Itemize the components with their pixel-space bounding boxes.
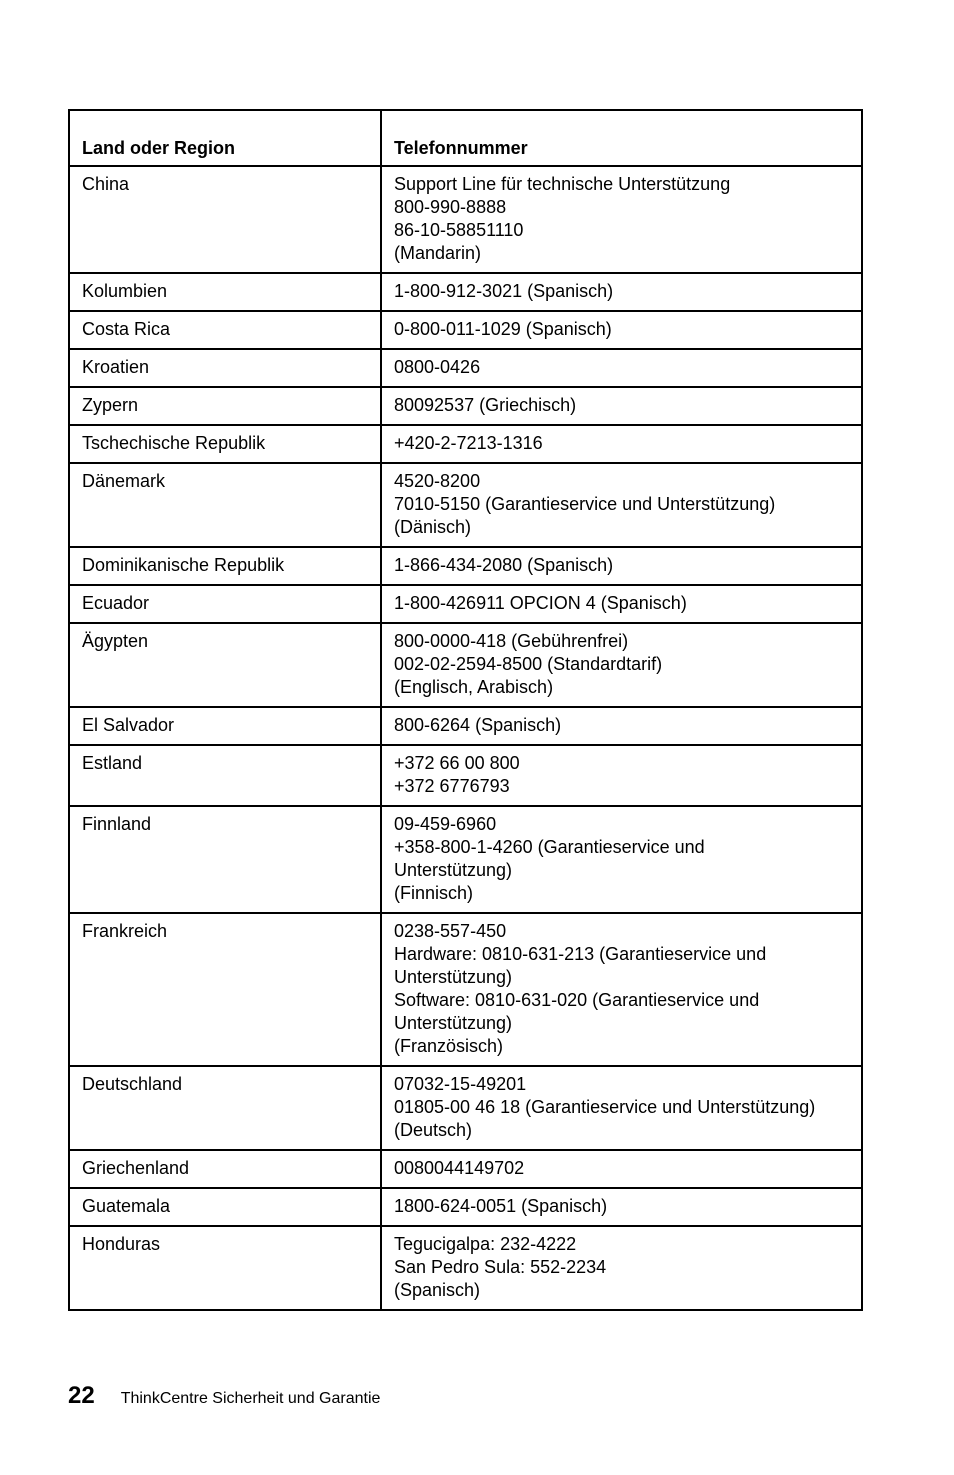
country-cell: Deutschland: [69, 1066, 381, 1150]
phone-cell: 0800-0426: [381, 349, 862, 387]
country-cell: Kroatien: [69, 349, 381, 387]
phone-cell: 1-800-426911 OPCION 4 (Spanisch): [381, 585, 862, 623]
country-cell: Frankreich: [69, 913, 381, 1066]
country-cell: Dänemark: [69, 463, 381, 547]
document-title: ThinkCentre Sicherheit und Garantie: [120, 1390, 381, 1407]
table-header-row: [69, 110, 862, 166]
column-header-country: Land oder Region: [69, 110, 381, 166]
country-cell: Tschechische Republik: [69, 425, 381, 463]
table-row: [69, 1066, 862, 1150]
country-cell: China: [69, 166, 381, 273]
table-row: [69, 166, 862, 273]
table-row: [69, 1188, 862, 1226]
table-row: [69, 806, 862, 913]
table-row: [69, 547, 862, 585]
table-row: [69, 273, 862, 311]
table-row: [69, 349, 862, 387]
phone-cell: 0-800-011-1029 (Spanisch): [381, 311, 862, 349]
column-header-phone: Telefonnummer: [381, 110, 862, 166]
table-row: [69, 585, 862, 623]
table-row: [69, 913, 862, 1066]
phone-cell: 1-800-912-3021 (Spanisch): [381, 273, 862, 311]
table-row: [69, 707, 862, 745]
phone-cell: 1800-624-0051 (Spanisch): [381, 1188, 862, 1226]
country-cell: Kolumbien: [69, 273, 381, 311]
table-row: [69, 425, 862, 463]
country-cell: Honduras: [69, 1226, 381, 1310]
phone-cell: 800-6264 (Spanisch): [381, 707, 862, 745]
phone-cell: +420-2-7213-1316: [381, 425, 862, 463]
country-cell: El Salvador: [69, 707, 381, 745]
country-cell: Ecuador: [69, 585, 381, 623]
phone-cell: 80092537 (Griechisch): [381, 387, 862, 425]
phone-cell: 07032-15-49201 01805-00 46 18 (Garantieservice und Unterstützung) (Deutsch): [381, 1066, 862, 1150]
phone-cell: 800-0000-418 (Gebührenfrei) 002-02-2594-8500 (Standardtarif) (Englisch, Arabisch): [381, 623, 862, 707]
country-cell: Zypern: [69, 387, 381, 425]
table-row: [69, 1226, 862, 1310]
country-cell: Ägypten: [69, 623, 381, 707]
phone-cell: Support Line für technische Unterstützung 800-990-8888 86-10-58851110 (Mandarin): [381, 166, 862, 273]
phone-cell: 0238-557-450 Hardware: 0810-631-213 (Garantieservice und Unterstützung) Software: 0810-631-020 (Garantieservice und Unterstützung) (Französisch): [381, 913, 862, 1066]
table-row: [69, 311, 862, 349]
table-row: [69, 745, 862, 806]
table-row: [69, 623, 862, 707]
country-cell: Dominikanische Republik: [69, 547, 381, 585]
support-phone-table: [68, 109, 863, 1311]
country-cell: Finnland: [69, 806, 381, 913]
country-cell: Estland: [69, 745, 381, 806]
country-cell: Guatemala: [69, 1188, 381, 1226]
phone-cell: 1-866-434-2080 (Spanisch): [381, 547, 862, 585]
country-cell: Griechenland: [69, 1150, 381, 1188]
page-number: 22: [68, 1382, 95, 1409]
table-row: [69, 387, 862, 425]
table-row: [69, 1150, 862, 1188]
phone-cell: 09-459-6960 +358-800-1-4260 (Garantieservice und Unterstützung) (Finnisch): [381, 806, 862, 913]
page-footer: [68, 1382, 380, 1414]
phone-cell: 0080044149702: [381, 1150, 862, 1188]
table-row: [69, 463, 862, 547]
country-cell: Costa Rica: [69, 311, 381, 349]
phone-cell: +372 66 00 800 +372 6776793: [381, 745, 862, 806]
phone-cell: 4520-8200 7010-5150 (Garantieservice und Unterstützung) (Dänisch): [381, 463, 862, 547]
phone-cell: Tegucigalpa: 232-4222 San Pedro Sula: 552-2234 (Spanisch): [381, 1226, 862, 1310]
